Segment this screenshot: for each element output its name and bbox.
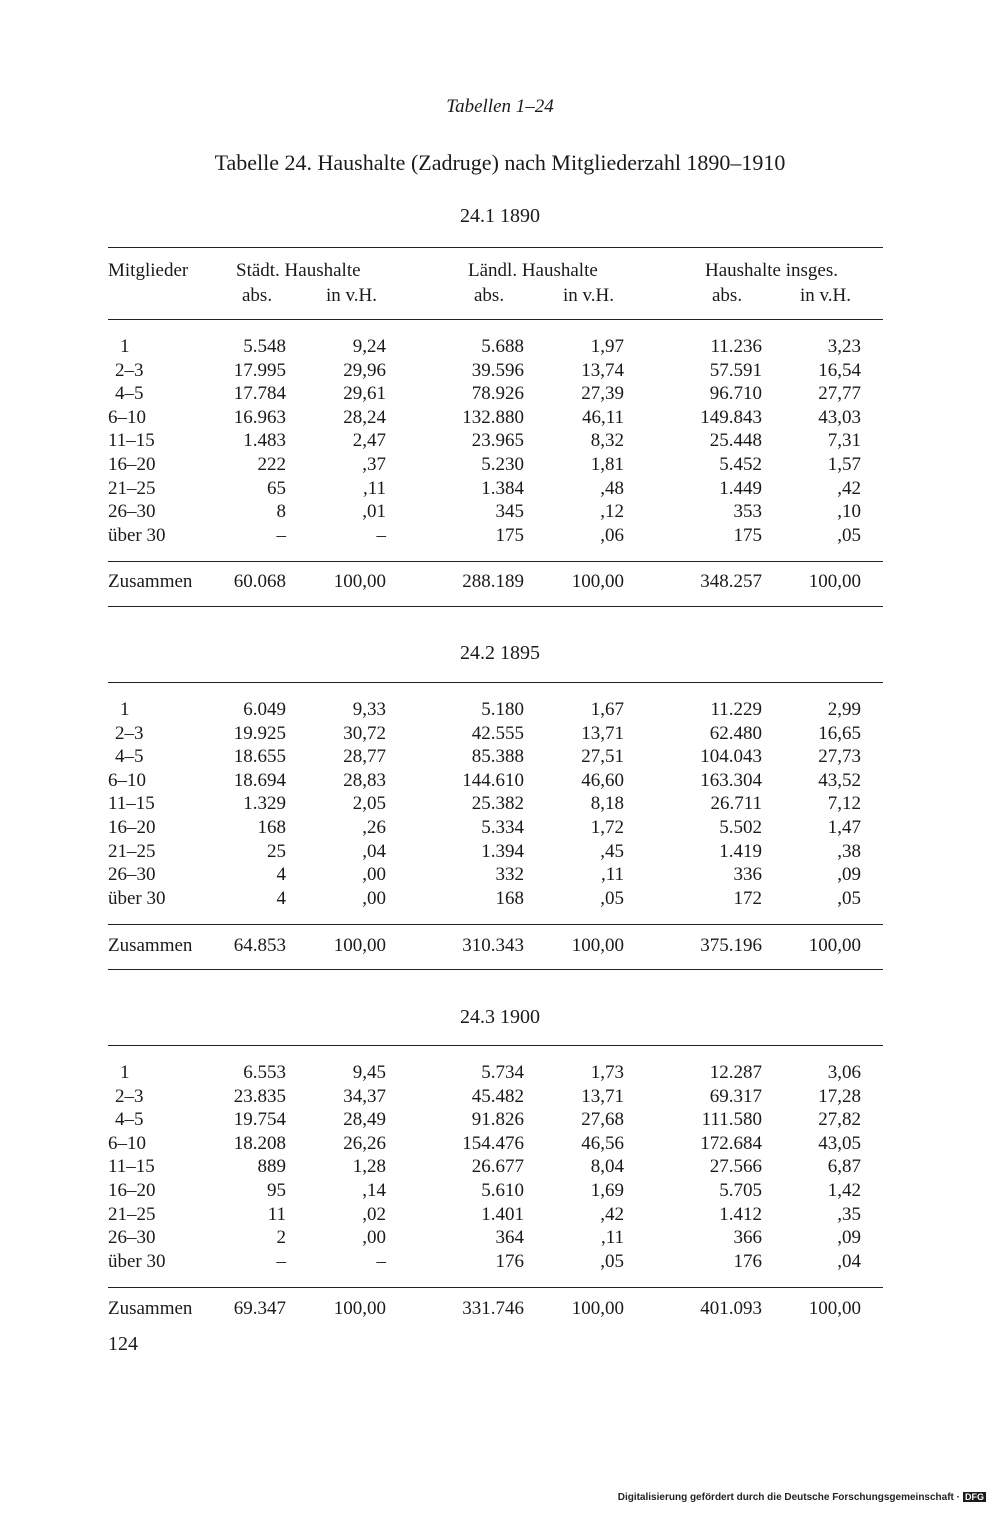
total-label: Zusammen [108, 1298, 193, 1319]
rule [108, 319, 883, 320]
total-cell: 331.746 [462, 1298, 524, 1319]
row-label: 26–30 [108, 501, 156, 523]
table-cell: ,26 [362, 817, 386, 838]
table-cell: 91.826 [471, 1109, 524, 1131]
rule [108, 606, 883, 607]
table-cell: ,05 [600, 1250, 624, 1272]
row-label: 26–30 [108, 1227, 156, 1249]
table-cell: 5.688 [481, 336, 524, 357]
table-cell: 43,03 [818, 406, 861, 428]
table-cell: 3,23 [827, 336, 861, 357]
table-cell: 65 [267, 477, 286, 499]
table-row [0, 1227, 1000, 1251]
table-cell: 175 [495, 524, 524, 546]
row-label: 2–3 [115, 1085, 144, 1107]
table-cell: 28,77 [343, 746, 386, 768]
table-cell: ,11 [600, 1227, 624, 1249]
table-cell: 29,61 [343, 383, 386, 405]
table-cell: ,05 [837, 524, 861, 546]
table-cell: 39.596 [471, 359, 524, 381]
table-cell: 28,49 [343, 1109, 386, 1131]
table-cell: 27,51 [581, 746, 624, 768]
row-label: 1 [120, 336, 130, 357]
table-cell: 2,99 [827, 699, 861, 720]
table-cell: 42.555 [471, 722, 524, 744]
total-cell: 100,00 [571, 935, 624, 956]
table-cell: 1.449 [719, 477, 762, 499]
table-cell: 132.880 [462, 406, 524, 428]
row-label: 11–15 [108, 1156, 155, 1178]
table-cell: 28,83 [343, 769, 386, 791]
table-cell: 18.655 [233, 746, 286, 768]
section-title-1900: 24.3 1900 [460, 1006, 540, 1028]
total-cell: 348.257 [700, 571, 762, 592]
row-label: 21–25 [108, 477, 156, 499]
table-cell: 6,87 [827, 1156, 861, 1178]
rule [108, 682, 883, 683]
total-cell: 100,00 [333, 571, 386, 592]
table-cell: 5.452 [719, 454, 762, 475]
table-cell: 11 [267, 1203, 286, 1225]
table-cell: 8,04 [590, 1156, 624, 1178]
rule [108, 1045, 883, 1046]
table-cell: 28,24 [343, 406, 386, 428]
table-cell: ,45 [600, 840, 624, 862]
table-row [0, 478, 1000, 502]
table-cell: 27.566 [709, 1156, 762, 1178]
table-cell: ,05 [837, 887, 861, 909]
table-cell: 46,60 [581, 769, 624, 791]
header-insges: Haushalte insges. [705, 260, 838, 281]
total-cell: 100,00 [808, 1298, 861, 1319]
table-cell: 366 [733, 1227, 762, 1249]
table-row [0, 454, 1000, 478]
table-cell: 9,45 [352, 1062, 386, 1083]
row-label: über 30 [108, 1250, 166, 1272]
table-row [0, 1062, 1000, 1086]
table-row [0, 501, 1000, 525]
table-cell: 154.476 [462, 1132, 524, 1154]
row-label: 2–3 [115, 359, 144, 381]
table-cell: ,04 [362, 840, 386, 862]
table-row [0, 360, 1000, 384]
table-row [0, 525, 1000, 549]
table-cell: 336 [733, 864, 762, 886]
table-row [0, 864, 1000, 888]
table-cell: ,35 [837, 1203, 861, 1225]
table-row [0, 1133, 1000, 1157]
table-cell: 18.694 [233, 769, 286, 791]
header-invh: in v.H. [800, 285, 852, 306]
table-cell: 8,18 [590, 793, 624, 815]
table-cell: 5.734 [481, 1062, 524, 1083]
total-label: Zusammen [108, 571, 193, 592]
footer-text: Digitalisierung gefördert durch die Deutsche Forschungsgemeinschaft · [617, 1492, 960, 1503]
table-cell: 78.926 [471, 383, 524, 405]
row-label: 1 [120, 1062, 130, 1083]
table-cell: 1,97 [590, 336, 624, 357]
table-cell: 27,39 [581, 383, 624, 405]
table-cell: – [376, 524, 386, 546]
table-cell: 13,71 [581, 722, 624, 744]
row-label: über 30 [108, 524, 166, 546]
table-cell: 1.483 [243, 430, 286, 452]
table-cell: ,00 [362, 864, 386, 886]
table-cell: 332 [495, 864, 524, 886]
table-cell: 25.448 [709, 430, 762, 452]
table-row [0, 746, 1000, 770]
table-cell: ,06 [600, 524, 624, 546]
table-row [0, 430, 1000, 454]
page-number: 124 [108, 1333, 138, 1355]
header-staedt: Städt. Haushalte [236, 260, 361, 281]
table-cell: 95 [267, 1180, 286, 1201]
row-label: 6–10 [108, 769, 146, 791]
rule [108, 561, 883, 562]
table-cell: 1,67 [590, 699, 624, 720]
table-cell: ,12 [600, 501, 624, 523]
table-cell: 175 [733, 524, 762, 546]
row-label: 1 [120, 699, 130, 720]
rule [108, 1287, 883, 1288]
table-cell: 25 [267, 840, 286, 862]
table-cell: 27,82 [818, 1109, 861, 1131]
table-cell: 5.502 [719, 817, 762, 838]
table-row [0, 793, 1000, 817]
total-cell: 100,00 [571, 571, 624, 592]
table-cell: 4 [276, 887, 286, 909]
row-label: 16–20 [108, 1180, 156, 1201]
table-cell: ,11 [362, 477, 386, 499]
table-cell: ,01 [362, 501, 386, 523]
table-cell: 3,06 [827, 1062, 861, 1083]
table-row [0, 1109, 1000, 1133]
table-cell: 1.412 [719, 1203, 762, 1225]
table-cell: 23.835 [233, 1085, 286, 1107]
table-cell: ,42 [837, 477, 861, 499]
table-cell: ,09 [837, 1227, 861, 1249]
table-cell: ,11 [600, 864, 624, 886]
table-row [0, 770, 1000, 794]
row-label: 4–5 [115, 383, 144, 405]
header-invh: in v.H. [563, 285, 615, 306]
table-cell: 5.705 [719, 1180, 762, 1201]
total-cell: 100,00 [333, 1298, 386, 1319]
table-cell: – [276, 1250, 286, 1272]
table-cell: 168 [257, 817, 286, 838]
table-cell: 17.995 [233, 359, 286, 381]
table-cell: – [376, 1250, 386, 1272]
table-cell: 6.049 [243, 699, 286, 720]
total-row [0, 935, 1000, 959]
table-cell: 26.677 [471, 1156, 524, 1178]
table-cell: 2,47 [352, 430, 386, 452]
table-row [0, 1204, 1000, 1228]
table-cell: ,09 [837, 864, 861, 886]
table-cell: 57.591 [709, 359, 762, 381]
table-cell: ,38 [837, 840, 861, 862]
table-cell: 9,24 [352, 336, 386, 357]
table-cell: 34,37 [343, 1085, 386, 1107]
table-cell: 23.965 [471, 430, 524, 452]
total-cell: 288.189 [462, 571, 524, 592]
row-label: 16–20 [108, 454, 156, 475]
table-cell: 353 [733, 501, 762, 523]
table-cell: 17,28 [818, 1085, 861, 1107]
table-cell: 16.963 [233, 406, 286, 428]
row-label: über 30 [108, 887, 166, 909]
table-cell: ,00 [362, 887, 386, 909]
header-abs: abs. [712, 285, 743, 306]
table-cell: 96.710 [709, 383, 762, 405]
table-cell: ,48 [600, 477, 624, 499]
header-invh: in v.H. [326, 285, 378, 306]
table-cell: 29,96 [343, 359, 386, 381]
total-cell: 100,00 [571, 1298, 624, 1319]
total-cell: 100,00 [333, 935, 386, 956]
table-cell: 69.317 [709, 1085, 762, 1107]
table-cell: 7,31 [827, 430, 861, 452]
table-cell: 1,42 [827, 1180, 861, 1201]
table-cell: 5.610 [481, 1180, 524, 1201]
table-row [0, 336, 1000, 360]
row-label: 2–3 [115, 722, 144, 744]
table-cell: 5.230 [481, 454, 524, 475]
table-cell: 17.784 [233, 383, 286, 405]
table-cell: 5.548 [243, 336, 286, 357]
table-row [0, 407, 1000, 431]
table-cell: 1,81 [590, 454, 624, 475]
table-cell: 345 [495, 501, 524, 523]
table-cell: 43,52 [818, 769, 861, 791]
section-title-1895: 24.2 1895 [460, 642, 540, 664]
table-cell: 163.304 [700, 769, 762, 791]
table-cell: 16,54 [818, 359, 861, 381]
table-cell: 168 [495, 887, 524, 909]
table-cell: 5.334 [481, 817, 524, 838]
total-label: Zusammen [108, 935, 193, 956]
table-row [0, 1251, 1000, 1275]
total-row [0, 571, 1000, 595]
table-cell: 1,57 [827, 454, 861, 475]
table-cell: 144.610 [462, 769, 524, 791]
table-cell: 364 [495, 1227, 524, 1249]
row-label: 11–15 [108, 793, 155, 815]
table-cell: 19.925 [233, 722, 286, 744]
table-row [0, 1156, 1000, 1180]
dfg-logo: DFG [965, 1492, 984, 1502]
table-cell: 5.180 [481, 699, 524, 720]
table-row [0, 817, 1000, 841]
table-cell: 1.384 [481, 477, 524, 499]
row-label: 11–15 [108, 430, 155, 452]
table-cell: 8,32 [590, 430, 624, 452]
table-cell: 26.711 [710, 793, 762, 815]
table-cell: ,10 [837, 501, 861, 523]
table-cell: 1.401 [481, 1203, 524, 1225]
total-cell: 401.093 [700, 1298, 762, 1319]
table-cell: 46,56 [581, 1132, 624, 1154]
table-cell: 1.394 [481, 840, 524, 862]
total-row [0, 1298, 1000, 1322]
row-label: 26–30 [108, 864, 156, 886]
table-cell: 9,33 [352, 699, 386, 720]
table-row [0, 723, 1000, 747]
table-cell: 26,26 [343, 1132, 386, 1154]
running-head: Tabellen 1–24 [446, 96, 554, 117]
table-cell: 11.229 [710, 699, 762, 720]
table-cell: ,04 [837, 1250, 861, 1272]
table-cell: 1,73 [590, 1062, 624, 1083]
row-label: 21–25 [108, 1203, 156, 1225]
total-cell: 69.347 [233, 1298, 286, 1319]
table-cell: 45.482 [471, 1085, 524, 1107]
row-label: 4–5 [115, 746, 144, 768]
table-cell: ,05 [600, 887, 624, 909]
table-cell: 1,47 [827, 817, 861, 838]
table-cell: ,42 [600, 1203, 624, 1225]
table-cell: 172 [733, 887, 762, 909]
row-label: 4–5 [115, 1109, 144, 1131]
table-cell: 111.580 [701, 1109, 762, 1131]
table-cell: 12.287 [709, 1062, 762, 1083]
table-cell: 1.419 [719, 840, 762, 862]
table-row [0, 1180, 1000, 1204]
table-cell: 18.208 [233, 1132, 286, 1154]
table-cell: 13,74 [581, 359, 624, 381]
table-cell: 19.754 [233, 1109, 286, 1131]
table-cell: 30,72 [343, 722, 386, 744]
table-row [0, 699, 1000, 723]
table-cell: – [276, 524, 286, 546]
table-cell: 222 [257, 454, 286, 475]
table-cell: 1,28 [352, 1156, 386, 1178]
table-row [0, 383, 1000, 407]
table-cell: 46,11 [581, 406, 624, 428]
rule [108, 924, 883, 925]
total-cell: 310.343 [462, 935, 524, 956]
table-cell: 176 [495, 1250, 524, 1272]
table-row [0, 888, 1000, 912]
table-cell: 2 [276, 1227, 286, 1249]
rule [108, 969, 883, 970]
table-cell: 85.388 [471, 746, 524, 768]
section-title-1890: 24.1 1890 [460, 205, 540, 227]
table-cell: 104.043 [700, 746, 762, 768]
table-row [0, 841, 1000, 865]
table-cell: 43,05 [818, 1132, 861, 1154]
table-cell: ,00 [362, 1227, 386, 1249]
table-row [0, 1086, 1000, 1110]
rule [108, 247, 883, 248]
table-cell: 4 [276, 864, 286, 886]
table-cell: 62.480 [709, 722, 762, 744]
row-label: 16–20 [108, 817, 156, 838]
table-cell: ,02 [362, 1203, 386, 1225]
row-label: 6–10 [108, 1132, 146, 1154]
footer-credit [618, 1492, 986, 1503]
table-cell: 27,73 [818, 746, 861, 768]
table-cell: 172.684 [700, 1132, 762, 1154]
table-cell: 27,68 [581, 1109, 624, 1131]
table-title: Tabelle 24. Haushalte (Zadruge) nach Mitgliederzahl 1890–1910 [214, 150, 786, 175]
table-cell: 1.329 [243, 793, 286, 815]
table-cell: ,37 [362, 454, 386, 475]
table-cell: 2,05 [352, 793, 386, 815]
table-cell: 6.553 [243, 1062, 286, 1083]
header-abs: abs. [474, 285, 505, 306]
table-cell: 889 [257, 1156, 286, 1178]
total-cell: 375.196 [700, 935, 762, 956]
total-cell: 60.068 [233, 571, 286, 592]
table-cell: 149.843 [700, 406, 762, 428]
table-cell: 8 [276, 501, 286, 523]
table-cell: 11.236 [710, 336, 762, 357]
table-cell: 7,12 [827, 793, 861, 815]
row-label: 21–25 [108, 840, 156, 862]
table-cell: 25.382 [471, 793, 524, 815]
header-mitglieder: Mitglieder [108, 260, 189, 281]
table-cell: 16,65 [818, 722, 861, 744]
table-cell: 13,71 [581, 1085, 624, 1107]
table-cell: 176 [733, 1250, 762, 1272]
header-laendl: Ländl. Haushalte [468, 260, 598, 281]
table-cell: 1,69 [590, 1180, 624, 1201]
total-cell: 100,00 [808, 935, 861, 956]
table-cell: 1,72 [590, 817, 624, 838]
table-cell: ,14 [362, 1180, 386, 1201]
header-abs: abs. [242, 285, 273, 306]
table-cell: 27,77 [818, 383, 861, 405]
row-label: 6–10 [108, 406, 146, 428]
total-cell: 100,00 [808, 571, 861, 592]
total-cell: 64.853 [233, 935, 286, 956]
